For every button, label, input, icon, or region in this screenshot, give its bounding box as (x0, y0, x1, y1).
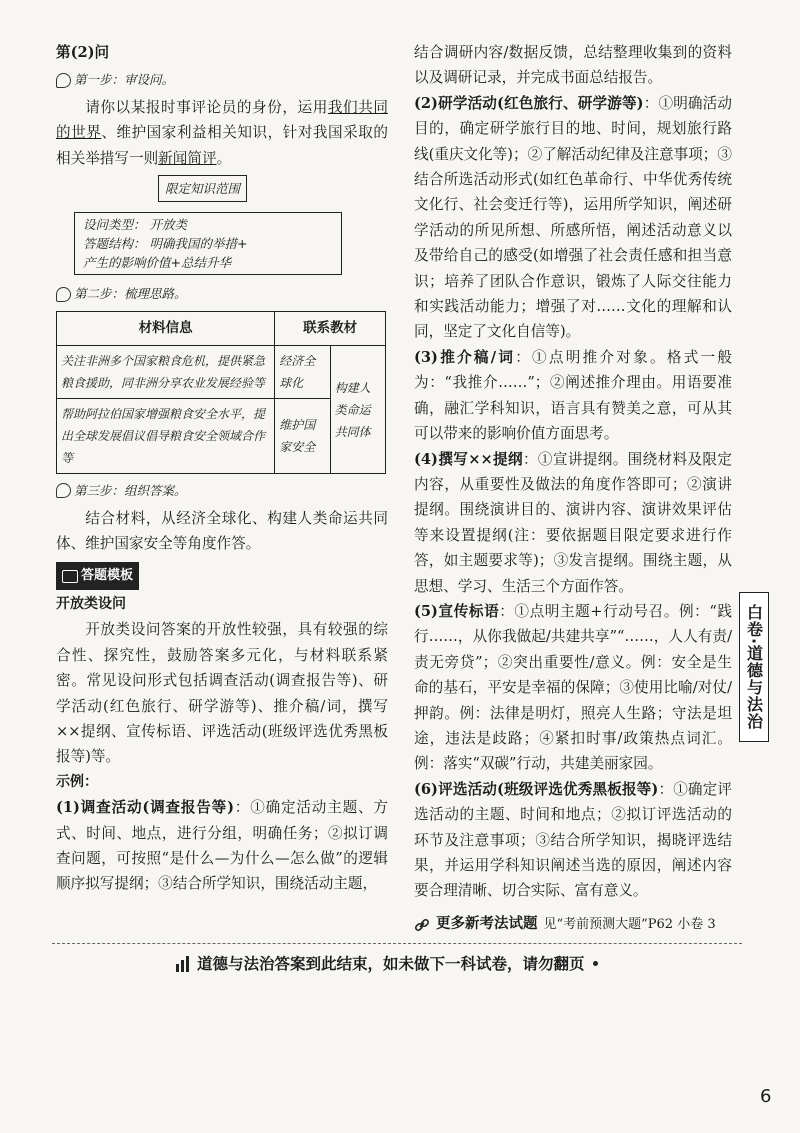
table-header-info: 材料信息 (57, 311, 275, 345)
more-reference: 见“考前预测大题”P62 小卷 3 (543, 916, 716, 932)
step1-highlight-1: 我们共同的世界 (56, 98, 388, 142)
table-cell-textbook: 维护国家安全 (275, 399, 330, 474)
item-1-title: (1)调查活动(调查报告等) (56, 799, 234, 817)
table-header-textbook: 联系教材 (275, 311, 386, 345)
footer-text: 道德与法治答案到此结束，如未做下一科试卷，请勿翻页 (197, 955, 585, 973)
table-cell-info: 帮助阿拉伯国家增强粮食安全水平，提出全球发展倡议倡导粮食安全领域合作等 (57, 399, 275, 474)
step2-label: 第二步：梳理思路。 (74, 286, 187, 302)
table-cell-textbook: 经济全球化 (275, 346, 330, 399)
item-5-text: ：①点明主题+行动号召。例：“践行……，从你我做起/共建共享”“……，人人有责/责无旁贷”；②突出重要性/意义。例：安全是生命的基石，平安是幸福的保障；③使用比喻/对仗/押韵。例：法律是明灯，照亮人生路；守法是坦途，违法是歧路；④紧扣时事/政策热点词汇。例：落实“双碳”行动，共建美丽家园。 (414, 602, 732, 773)
note-line: 答题结构： 明确我国的举措+ (83, 236, 248, 252)
item-4 (414, 447, 732, 599)
step2 (56, 281, 388, 306)
item-4-text: ：①宣讲提纲。围绕材料及限定内容，从重要性及做法的角度作答即可；②演讲提纲。围绕演讲目的、演讲内容、演讲效果评估等来设置提纲(注：要依据题目限定要求进行作答，如主题要求等)；③发言提纲。围绕主题，从思想、学习、生活三个方面作答。 (414, 450, 732, 595)
pencil-icon (56, 287, 71, 302)
item-5-title: (5)宣传标语 (414, 602, 500, 620)
more-title: 更多新考法试题 (436, 915, 538, 932)
book-icon (62, 570, 78, 583)
pencil-icon (56, 483, 71, 498)
item-2-title: (2)研学活动(红色旅行、研学游等) (414, 94, 644, 112)
item-3 (414, 345, 732, 447)
material-table (56, 311, 386, 474)
item-3-title: (3)推介稿/词 (414, 348, 516, 366)
limit-knowledge-box: 限定知识范围 (158, 175, 247, 202)
answer-structure-note (74, 212, 342, 275)
table-cell-merged: 构建人类命运共同体 (330, 346, 385, 474)
open-question-title: 开放类设问 (56, 595, 126, 612)
question-title: 第(2)问 (56, 44, 110, 61)
step1-label: 第一步：审设问。 (74, 72, 175, 88)
step1-mid: 、维护国家利益相关知识，针对我国采取的相关举措写一则 (56, 124, 388, 167)
page-number: 6 (760, 1086, 772, 1107)
item-1 (56, 795, 388, 897)
left-column (56, 40, 388, 897)
link-icon (414, 917, 430, 933)
item-2 (414, 91, 732, 345)
template-badge (56, 562, 139, 589)
step1-pre: 请你以某报时事评论员的身份，运用 (85, 98, 328, 116)
item-6 (414, 777, 732, 904)
right-column (414, 40, 732, 937)
step3-label: 第三步：组织答案。 (74, 483, 187, 499)
pencil-icon (56, 73, 71, 88)
dot-icon (593, 961, 598, 966)
table-cell-info: 关注非洲多个国家粮食危机，提供紧急粮食援助，同非洲分享农业发展经验等 (57, 346, 275, 399)
more-questions (414, 912, 732, 937)
item-1-continued: 结合调研内容/数据反馈，总结整理收集到的资料以及调研记录，并完成书面总结报告。 (414, 44, 732, 87)
step3 (56, 478, 388, 503)
note-line: 产生的影响价值+总结升华 (83, 255, 231, 271)
item-6-title: (6)评选活动(班级评选优秀黑板报等) (414, 780, 659, 798)
note-line: 设问类型： 开放类 (83, 217, 187, 233)
step1-highlight-2: 新闻简评 (158, 149, 217, 167)
template-badge-label: 答题模板 (81, 568, 134, 584)
step1-text (56, 95, 388, 171)
item-3-text: ：①点明推介对象。格式一般为：“我推介……”；②阐述推介理由。用语要准确，融汇学科知识，语言具有赞美之意，可从其可以带来的影响价值方面思考。 (414, 348, 732, 443)
item-4-title: (4)撰写××提纲 (414, 450, 523, 468)
answer-text: 结合材料，从经济全球化、构建人类命运共同体、维护国家安全等角度作答。 (56, 509, 388, 553)
step1 (56, 67, 388, 92)
item-5 (414, 599, 732, 777)
item-6-text: ：①确定评选活动的主题、时间和地点；②拟订评选活动的环节及注意事项；③结合所学知识，揭晓评选结果，并运用学科知识阐述当选的原因，阐述内容要合理清晰、切合实际、富有意义。 (414, 780, 732, 900)
step1-end: 。 (216, 149, 232, 167)
footer-divider (52, 943, 742, 944)
item-1-text: ：①确定活动主题、方式、时间、地点，进行分组，明确任务；②拟订调查问题，可按照“是什么—为什么—怎么做”的逻辑顺序拟写提纲；③结合所学知识，围绕活动主题， (56, 799, 388, 893)
open-question-paragraph: 开放类设问答案的开放性较强，具有较强的综合性、探究性，鼓励答案多元化，与材料联系紧密。常见设问形式包括调查活动(调查报告等)、研学活动(红色旅行、研学游等)、推介稿/词，撰写××提纲、宣传标语、评选活动(班级评选优秀黑板报等)等。 (56, 621, 388, 766)
bars-icon (176, 954, 189, 972)
side-tab: 白卷·道德与法治 (739, 592, 769, 742)
footer-notice (176, 952, 598, 974)
item-2-text: ：①明确活动目的，确定研学旅行目的地、时间，规划旅行路线(重庆文化等)；②了解活动纪律及注意事项；③结合所选活动形式(如红色革命行、中华优秀传统文化行、社会变迁行等)，运用所学知识，阐述研学活动的所见所想、所感所悟，阐述活动意义以及带给自己的感受(如增强了社会责任感和担当意识；培养了团队合作意识，锻炼了人际交往能力和实践活动能力；增强了对……文化的理解和认同，坚定了文化自信等)。 (414, 94, 732, 341)
example-label: 示例： (56, 773, 98, 790)
